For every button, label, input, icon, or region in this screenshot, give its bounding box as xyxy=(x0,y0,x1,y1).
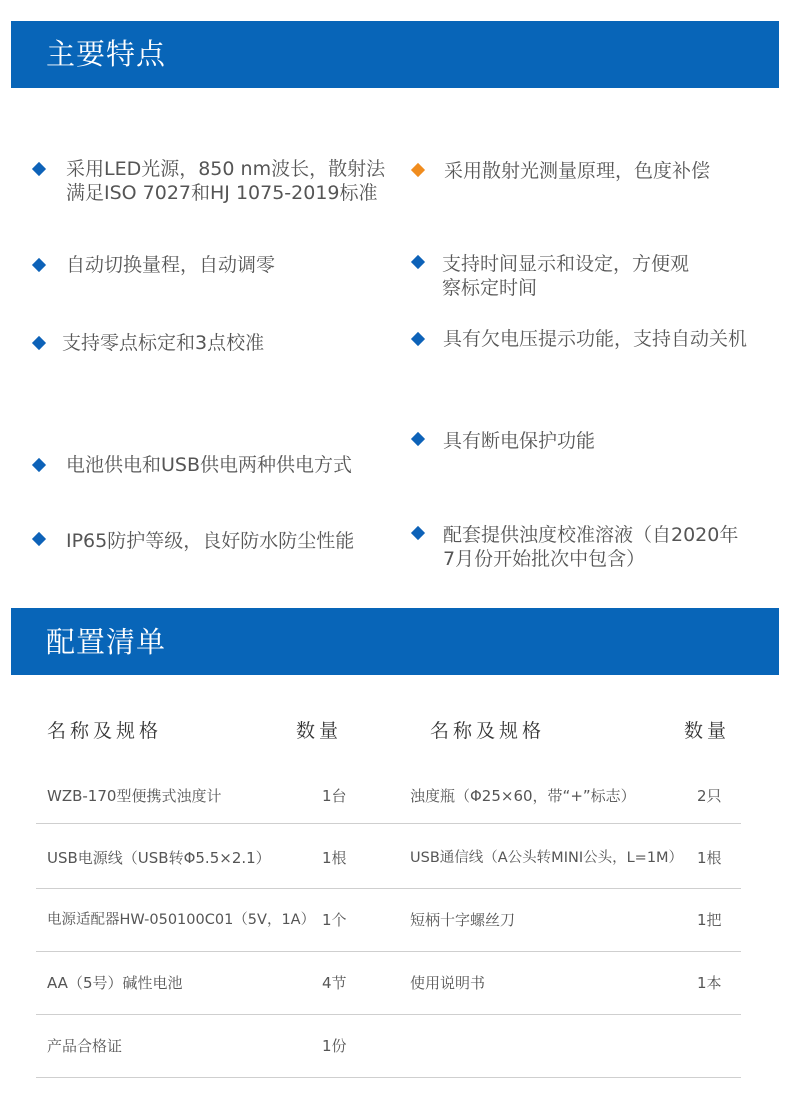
item-name: AA（5号）碱性电池 xyxy=(47,974,183,992)
features-section-banner xyxy=(11,21,779,88)
feature-item xyxy=(66,529,396,555)
orange-diamond-icon xyxy=(411,163,425,177)
blue-diamond-icon xyxy=(411,526,425,540)
item-name: 短柄十字螺丝刀 xyxy=(410,911,516,929)
blue-diamond-icon xyxy=(32,458,46,472)
item-quantity: 1个 xyxy=(322,911,347,929)
feature-text: 具有欠电压提示功能，支持自动关机 xyxy=(443,328,748,350)
item-name: USB电源线（USB转Φ5.5×2.1） xyxy=(47,849,271,867)
item-quantity: 1根 xyxy=(322,849,347,867)
item-name: USB通信线（A公头转MINI公头，L=1M） xyxy=(410,850,684,866)
feature-item xyxy=(66,253,396,279)
feature-text: 自动切换量程，自动调零 xyxy=(66,254,276,276)
feature-item xyxy=(443,327,778,353)
feature-item xyxy=(443,523,773,573)
item-quantity: 1本 xyxy=(697,974,722,992)
item-name: 浊度瓶（Φ25×60，带“+”标志） xyxy=(410,787,636,805)
table-header-name: 名称及规格 xyxy=(430,720,546,742)
blue-diamond-icon xyxy=(411,432,425,446)
feature-text: 支持零点标定和3点校准 xyxy=(62,332,265,354)
feature-item xyxy=(443,429,773,455)
config-section-title: 配置清单 xyxy=(46,625,167,659)
feature-text: 采用散射光测量原理，色度补偿 xyxy=(444,160,711,182)
item-quantity: 1根 xyxy=(697,849,722,867)
item-quantity: 1把 xyxy=(697,911,722,929)
features-section-title: 主要特点 xyxy=(46,37,167,71)
config-section-banner xyxy=(11,608,779,675)
feature-text: 7月份开始批次中包含） xyxy=(443,548,646,570)
table-header-quantity: 数量 xyxy=(684,720,731,742)
item-name: 产品合格证 xyxy=(47,1037,123,1055)
row-divider xyxy=(36,1014,741,1015)
feature-item xyxy=(444,159,774,185)
item-quantity: 1份 xyxy=(322,1037,347,1055)
blue-diamond-icon xyxy=(32,258,46,272)
row-divider xyxy=(36,888,741,889)
item-quantity: 4节 xyxy=(322,974,347,992)
feature-text: 配套提供浊度校准溶液（自2020年 xyxy=(443,524,739,546)
item-quantity: 1台 xyxy=(322,787,347,805)
feature-text: 采用LED光源，850 nm波长，散射法 xyxy=(66,158,386,180)
row-divider xyxy=(36,951,741,952)
blue-diamond-icon xyxy=(411,255,425,269)
blue-diamond-icon xyxy=(32,532,46,546)
table-header-quantity: 数量 xyxy=(296,720,343,742)
blue-diamond-icon xyxy=(32,336,46,350)
item-name: WZB-170型便携式浊度计 xyxy=(47,787,222,805)
feature-text: 察标定时间 xyxy=(442,277,538,299)
blue-diamond-icon xyxy=(411,332,425,346)
item-name: 电源适配器HW-050100C01（5V，1A） xyxy=(47,912,316,928)
feature-text: 具有断电保护功能 xyxy=(443,430,596,452)
item-name: 使用说明书 xyxy=(410,974,486,992)
table-header-name: 名称及规格 xyxy=(47,720,163,742)
blue-diamond-icon xyxy=(32,162,46,176)
feature-item xyxy=(66,453,396,479)
feature-text: 电池供电和USB供电两种供电方式 xyxy=(66,454,353,476)
feature-item xyxy=(442,252,772,302)
row-divider xyxy=(36,823,741,824)
row-divider xyxy=(36,1077,741,1078)
feature-item xyxy=(62,331,392,357)
feature-text: IP65防护等级，良好防水防尘性能 xyxy=(66,530,355,552)
feature-item xyxy=(66,157,406,207)
item-quantity: 2只 xyxy=(697,787,722,805)
feature-text: 满足ISO 7027和HJ 1075-2019标准 xyxy=(66,182,378,204)
feature-text: 支持时间显示和设定，方便观 xyxy=(442,253,690,275)
